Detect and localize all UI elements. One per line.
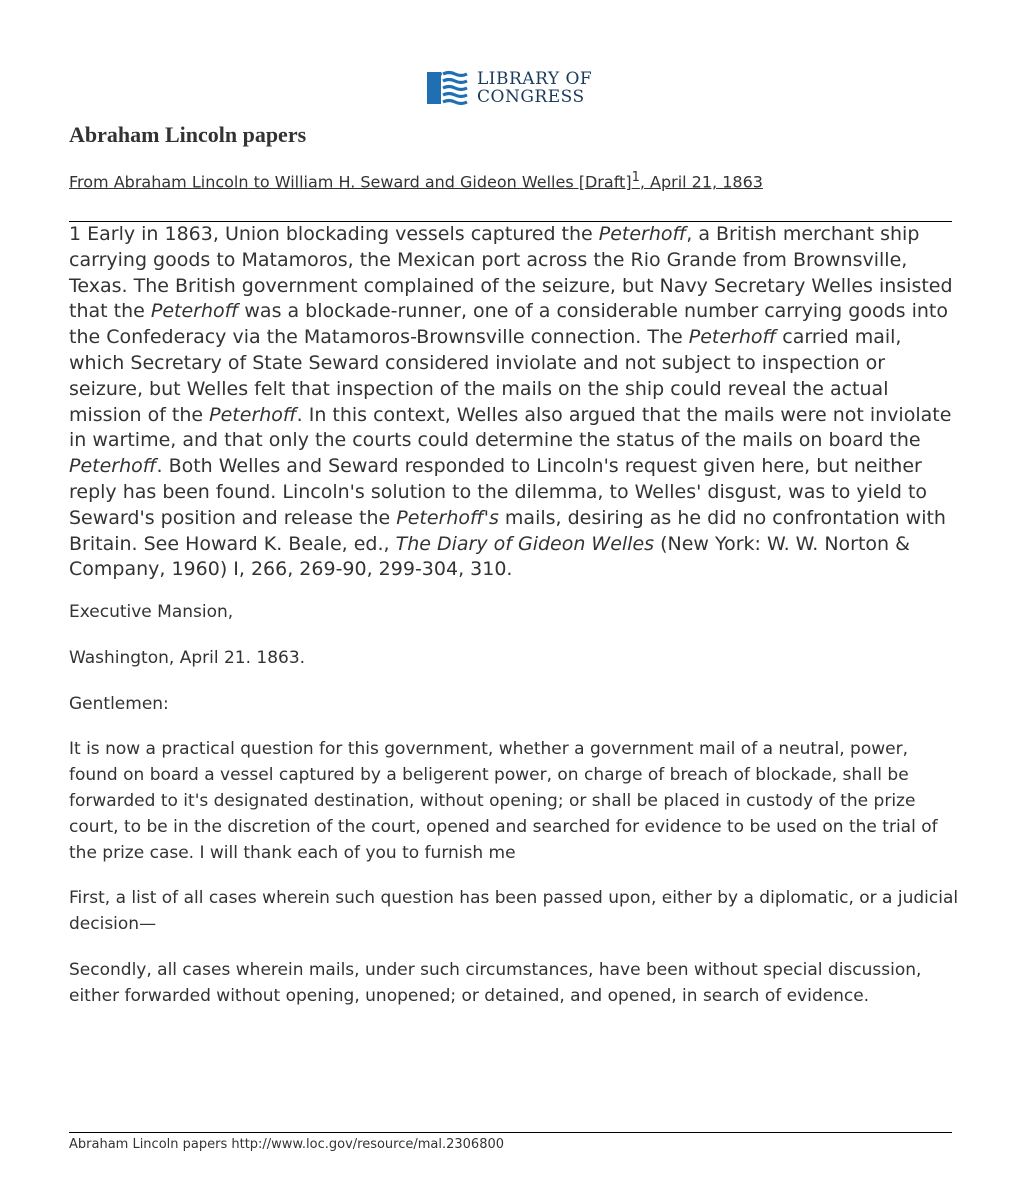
document-date: , April 21, 1863 — [639, 172, 763, 192]
library-of-congress-logo — [427, 70, 592, 106]
letter-location: Executive Mansion, — [69, 602, 234, 622]
book-title: The Diary of Gideon Welles — [395, 532, 655, 555]
footnote-segment: , a British merchant ship carrying goods to Matamoros, the Mexican port across the Rio Grande from Brownsville, Texas. The British government complained of the seizure, but Navy Secretary Welles insisted that the — [69, 223, 953, 323]
footnote-segment: . In this context, Welles also argued that the mails were not inviolate in wartime, and that only the courts could determine the status of the mails on board the — [69, 403, 952, 452]
footnote-segment: . Both Welles and Seward responded to Lincoln's request given here, but neither reply has been found. Lincoln's solution to the dilemma, to Welles' disgust, was to yield to Seward's position and release the — [69, 455, 928, 529]
footer-divider — [69, 1132, 952, 1133]
ship-name: Peterhoff — [69, 455, 157, 478]
letter-body — [69, 600, 959, 1030]
ship-name: Peterhoff — [688, 326, 777, 349]
footnote-segment: was a blockade-runner, one of a considerable number carrying goods into the Confederacy via the Matamoros-Brownsville connection. The — [69, 300, 948, 349]
document-title-link[interactable] — [69, 170, 763, 191]
logo-line-2: CONGRESS — [477, 87, 585, 107]
footnote-segment: carried mail, which Secretary of State Seward considered inviolate and not subject to inspection or seizure, but Welles felt that inspection of the mails on the ship could reveal the actual mission of the — [69, 326, 902, 426]
logo-wordmark — [477, 70, 592, 106]
letter-dateline: Washington, April 21. 1863. — [69, 647, 306, 668]
ship-name: Peterhoff — [209, 403, 297, 426]
footnote-segment: mails, desiring as he did no confrontation with Britain. See Howard K. Beale, ed., — [69, 506, 946, 555]
footnote-marker: 1 — [631, 170, 640, 185]
footnote-segment: (New York: W. W. Norton & Company, 1960) I, 266, 269-90, 299-304, 310. — [69, 532, 910, 581]
letter-paragraph: It is now a practical question for this government, whether a government mail of a neutral, power, found on board a vessel captured by a beligerent power, on charge of breach of blockade, shall be forwarded to it's designated destination, without opening; or shall be placed in custody of the prize court, to be in the discretion of the court, opened and searched for evidence to be used on the trial of the prize case. I will thank each of you to furnish me — [69, 739, 938, 863]
ship-name-possessive: Peterhoff's — [396, 506, 499, 529]
letter-salutation: Gentlemen: — [69, 693, 169, 714]
ship-name: Peterhoff — [598, 223, 687, 245]
footnote-text — [69, 222, 959, 583]
letter-paragraph: First, a list of all cases wherein such question has been passed upon, either by a diplomatic, or a judicial decision— — [69, 888, 959, 935]
footer-citation: Abraham Lincoln papers http://www.loc.gov/resource/mal.2306800 — [69, 1137, 505, 1152]
open-book-waves-icon — [427, 70, 469, 106]
collection-title: Abraham Lincoln papers — [69, 122, 307, 147]
footnote-segment: 1 Early in 1863, Union blockading vessels captured the — [69, 223, 599, 245]
letter-paragraph: Secondly, all cases wherein mails, under such circumstances, have been without special discussion, either forwarded without opening, unopened; or detained, and opened, in search of evidence. — [69, 959, 922, 1006]
logo-line-1: LIBRARY OF — [477, 69, 593, 89]
document-title-text: From Abraham Lincoln to William H. Seward and Gideon Welles [Draft] — [69, 172, 632, 192]
ship-name: Peterhoff — [150, 300, 239, 323]
